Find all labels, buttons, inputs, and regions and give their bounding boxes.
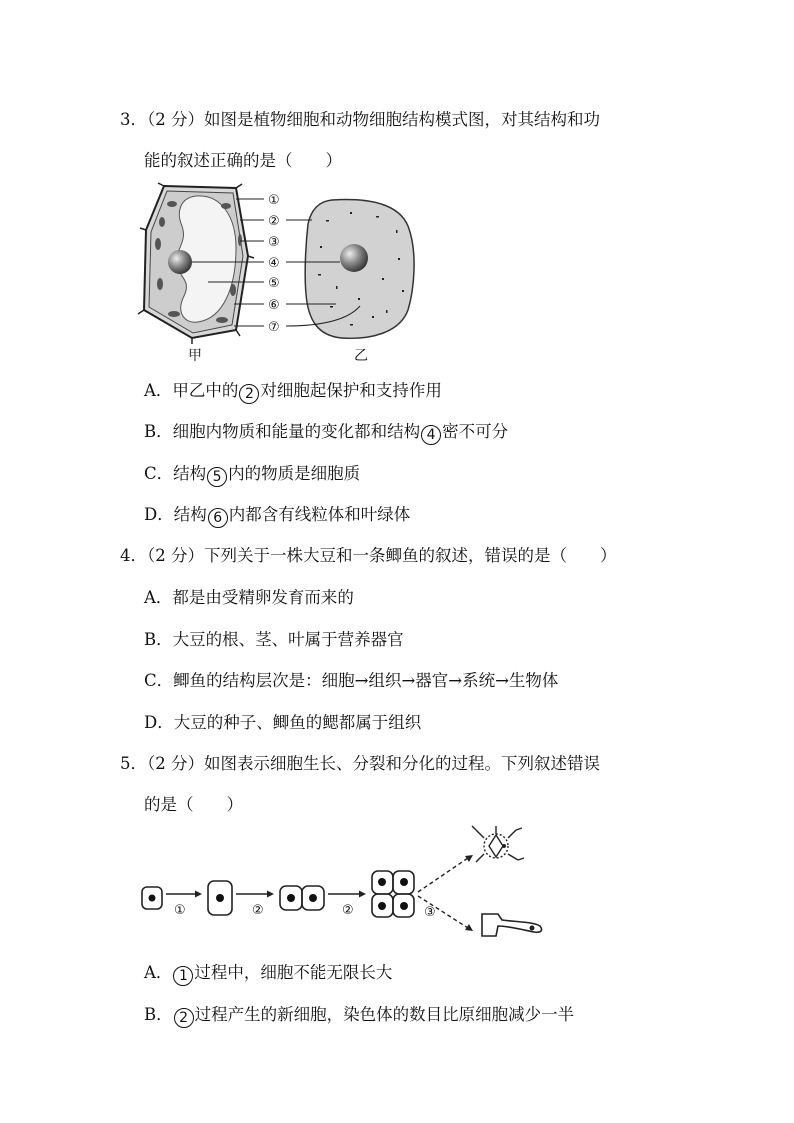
circled-number: 2 [174, 1008, 194, 1028]
q3-stem-text1: 如图是植物细胞和动物细胞结构模式图，对其结构和功 [204, 110, 600, 129]
q4-number: 4． [120, 546, 147, 565]
q5-stem-line2: 的是（ ） [144, 795, 243, 814]
differentiated-cell-top [472, 826, 524, 862]
q5-score: （2 分） [147, 754, 204, 773]
chloroplast [155, 238, 161, 250]
q4-option-a[interactable]: A．都是由受精卵发育而来的 [144, 588, 354, 607]
q3-score: （2 分） [147, 110, 204, 129]
q3-option-a[interactable]: A．甲乙中的 2 对细胞起保护和支持作用 [144, 381, 442, 402]
q5-stem-text1: 如图表示细胞生长、分裂和分化的过程。下列叙述错误 [204, 754, 600, 773]
q5-number: 5． [120, 754, 147, 773]
label-6: ⑥ [268, 298, 280, 313]
circled-number: 2 [239, 384, 259, 404]
plant-nucleus [168, 250, 192, 274]
q3-option-b[interactable]: B．细胞内物质和能量的变化都和结构 4 密不可分 [144, 422, 509, 443]
q3-stem-line1 [120, 106, 600, 130]
label-2: ② [268, 214, 280, 229]
chloroplast [216, 317, 228, 323]
circled-number: 6 [208, 508, 228, 528]
q5-stem-line1 [120, 750, 600, 774]
q3-stem-line2: 能的叙述正确的是（ ） [144, 151, 342, 170]
label-1: ① [268, 193, 280, 208]
chloroplast [168, 311, 180, 317]
chloroplast [221, 203, 231, 209]
step-label-2a: ② [252, 903, 264, 918]
step-label-3: ③ [424, 905, 436, 920]
chloroplast [230, 284, 236, 296]
cell-division-figure [136, 822, 556, 952]
cell-structure-figure [136, 182, 426, 367]
circled-number: 1 [173, 966, 193, 986]
circled-number: 5 [207, 467, 227, 487]
label-4: ④ [268, 256, 280, 271]
q4-option-b[interactable]: B．大豆的根、茎、叶属于营养器官 [144, 630, 404, 649]
chloroplast [159, 217, 165, 227]
caption-jia: 甲 [188, 348, 202, 364]
q5-option-a[interactable]: A． 1 过程中，细胞不能无限长大 [144, 963, 393, 984]
animal-nucleus [340, 244, 368, 272]
step-label-2b: ② [342, 903, 354, 918]
caption-yi: 乙 [354, 348, 368, 364]
q4-stem-line1 [120, 542, 617, 566]
step-label-1: ① [174, 903, 186, 918]
q4-score: （2 分） [147, 546, 204, 565]
q5-option-b[interactable]: B． 2 过程产生的新细胞，染色体的数目比原细胞减少一半 [144, 1005, 575, 1026]
differentiated-cell-bottom [482, 914, 542, 936]
label-7: ⑦ [268, 320, 280, 335]
q3-option-d[interactable]: D．结构 6 内都含有线粒体和叶绿体 [144, 505, 411, 526]
q4-option-d[interactable]: D．大豆的种子、鲫鱼的鳃都属于组织 [144, 713, 422, 732]
label-3: ③ [268, 235, 280, 250]
circled-number: 4 [421, 425, 441, 445]
chloroplast [157, 278, 163, 290]
q4-option-c[interactable]: C．鲫鱼的结构层次是：细胞→组织→器官→系统→生物体 [144, 671, 559, 690]
chloroplast [238, 234, 242, 246]
label-5: ⑤ [268, 276, 280, 291]
chloroplast [167, 201, 177, 207]
animal-cell [305, 200, 414, 339]
q3-option-c[interactable]: C．结构 5 内的物质是细胞质 [144, 464, 361, 485]
q3-number: 3． [120, 110, 147, 129]
q4-stem-text1: 下列关于一株大豆和一条鲫鱼的叙述，错误的是（ ） [204, 546, 617, 565]
